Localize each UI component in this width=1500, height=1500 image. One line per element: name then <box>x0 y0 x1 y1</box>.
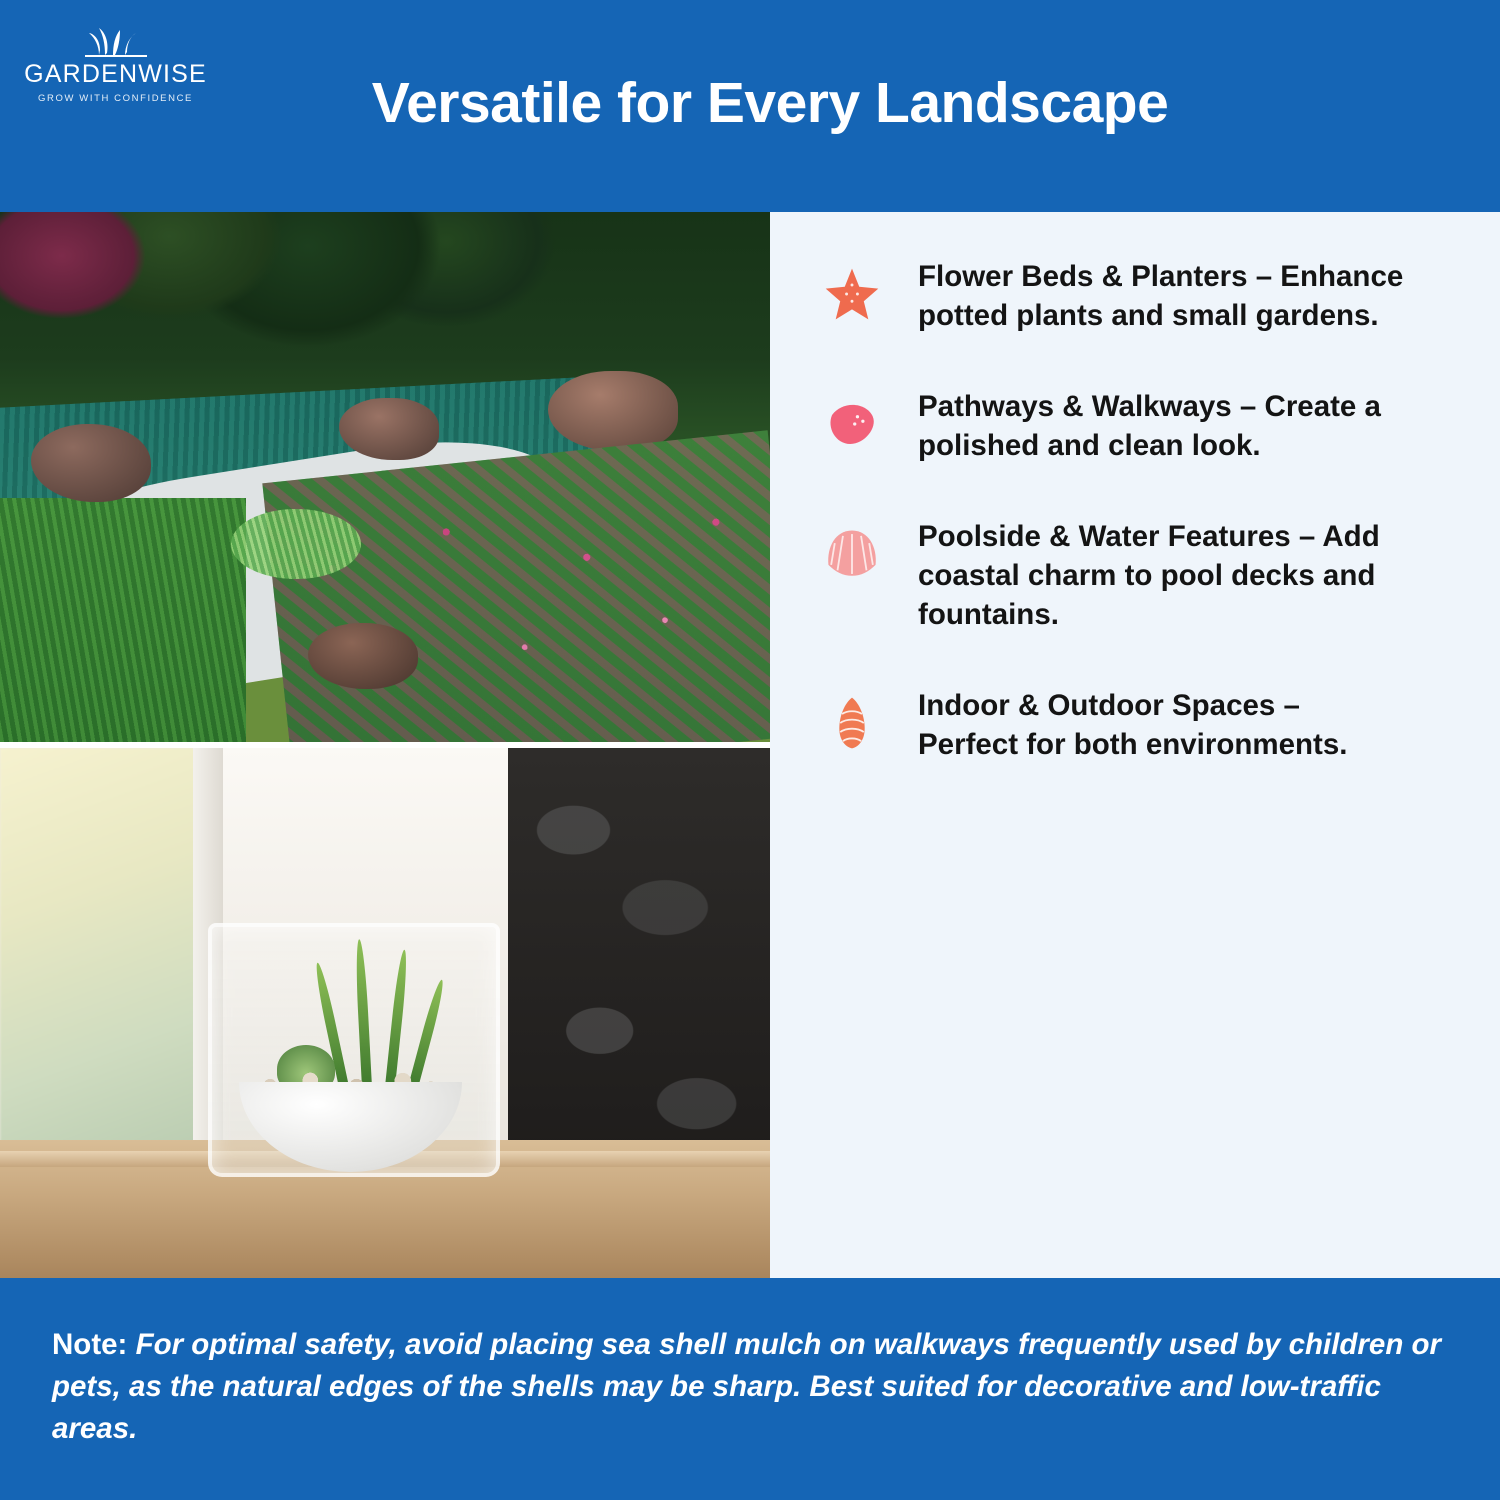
starfish-icon <box>820 262 884 326</box>
header-banner <box>0 0 1500 212</box>
note-paragraph <box>52 1324 1448 1450</box>
feature-text: Flower Beds & Planters – Enhance potted plants and small gardens. <box>918 260 1404 332</box>
leaf-sprout-icon <box>18 18 213 58</box>
fan-shell-icon <box>820 522 884 586</box>
feature-text: Pathways & Walkways – Create a polished and clean look. <box>918 389 1381 462</box>
feature-item-pathways <box>820 388 1456 466</box>
feature-item-poolside <box>820 518 1456 635</box>
feature-item-flower-beds <box>820 258 1456 336</box>
content-area <box>0 212 1500 1278</box>
conch-shell-icon <box>820 691 884 755</box>
brand-tagline: GROW WITH CONFIDENCE <box>38 93 193 104</box>
note-label: Note: <box>52 1328 128 1362</box>
feature-list <box>770 212 1500 1278</box>
brand-logo <box>18 18 213 104</box>
garden-bed-photo <box>0 212 770 742</box>
brand-name: GARDENWISE <box>24 60 207 88</box>
feature-item-indoor-outdoor <box>820 687 1456 765</box>
succulent-terrarium-photo <box>0 748 770 1278</box>
photo-column <box>0 212 770 1278</box>
page-title: Versatile for Every Landscape <box>371 71 1169 135</box>
note-text: For optimal safety, avoid placing sea shell mulch on walkways frequently used by children or pets, as the natural edges of the shells may be sharp. Best suited for decorative and low-traffic areas. <box>52 1328 1442 1445</box>
scallop-shell-icon <box>820 392 884 456</box>
feature-text: Indoor & Outdoor Spaces – Perfect for both environments. <box>918 688 1348 761</box>
feature-text: Poolside & Water Features – Add coastal charm to pool decks and fountains. <box>918 519 1380 631</box>
note-banner <box>0 1278 1500 1500</box>
